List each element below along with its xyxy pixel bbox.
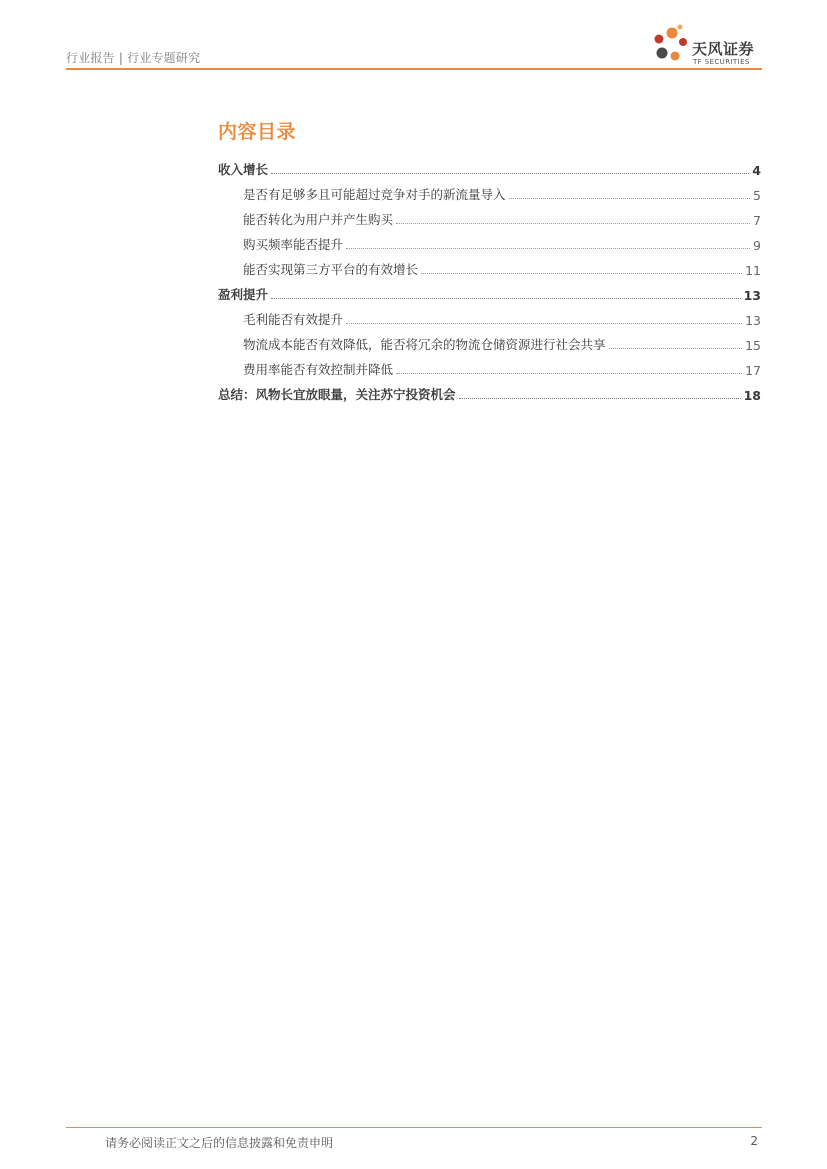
toc-dot-leader [509,198,751,199]
page-number: 2 [750,1134,758,1148]
toc-dot-leader [346,323,742,324]
toc-entry-label: 总结：风物长宜放眼量，关注苏宁投资机会 [218,387,456,402]
toc-subsection-link[interactable] [218,228,761,253]
toc-subsection-link[interactable] [218,303,761,328]
toc-entry-page: 11 [745,263,761,278]
brand-name-cn: 天风证券 [692,40,755,58]
toc-section-link[interactable] [218,153,761,178]
toc-dot-leader [609,348,743,349]
toc-entry-label: 盈利提升 [218,287,269,302]
toc-entry-page: 15 [745,338,761,353]
toc-dot-leader [421,273,742,274]
toc-subsection-link[interactable] [218,328,761,353]
toc-entry-label: 收入增长 [218,162,269,177]
toc-dot-leader [346,248,750,249]
toc-entry-page: 9 [753,238,761,253]
brand-name-en: TF SECURITIES [693,58,750,66]
toc-dot-leader [459,398,741,399]
toc-entry-label: 物流成本能否有效降低，能否将冗余的物流仓储资源进行社会共享 [243,337,606,352]
toc-section-link[interactable] [218,278,761,303]
toc-dot-leader [271,173,749,174]
toc-entry-page: 4 [752,163,761,178]
toc-subsection-link[interactable] [218,353,761,378]
toc-subsection-link[interactable] [218,253,761,278]
toc-dot-leader [396,223,750,224]
brand-logo [650,22,762,68]
footer-divider [66,1127,762,1128]
toc-entry-page: 5 [753,188,761,203]
page-header [66,0,762,72]
toc-dot-leader [396,373,742,374]
footer-disclaimer: 请务必阅读正文之后的信息披露和免责申明 [105,1136,334,1150]
toc-entry-label: 是否有足够多且可能超过竞争对手的新流量导入 [243,187,506,202]
header-divider [66,68,762,70]
toc-title: 内容目录 [218,121,297,143]
toc-entry-label: 能否实现第三方平台的有效增长 [243,262,419,277]
toc-dot-leader [271,298,741,299]
table-of-contents [218,117,761,403]
toc-section-link[interactable] [218,378,761,403]
toc-entry-page: 13 [743,288,761,303]
toc-entry-label: 购买频率能否提升 [243,237,344,252]
page-footer [66,1127,762,1150]
report-type: 行业报告 | 行业专题研究 [66,51,201,65]
brand-logo-icon [650,22,690,68]
toc-entry-label: 毛利能否有效提升 [243,312,344,327]
toc-entry-label: 费用率能否有效控制并降低 [243,362,394,377]
toc-entry-page: 17 [745,363,761,378]
toc-list [218,153,761,403]
toc-entry-page: 18 [743,388,761,403]
toc-subsection-link[interactable] [218,178,761,203]
toc-subsection-link[interactable] [218,203,761,228]
toc-entry-page: 13 [745,313,761,328]
toc-entry-page: 7 [753,213,761,228]
toc-entry-label: 能否转化为用户并产生购买 [243,212,394,227]
